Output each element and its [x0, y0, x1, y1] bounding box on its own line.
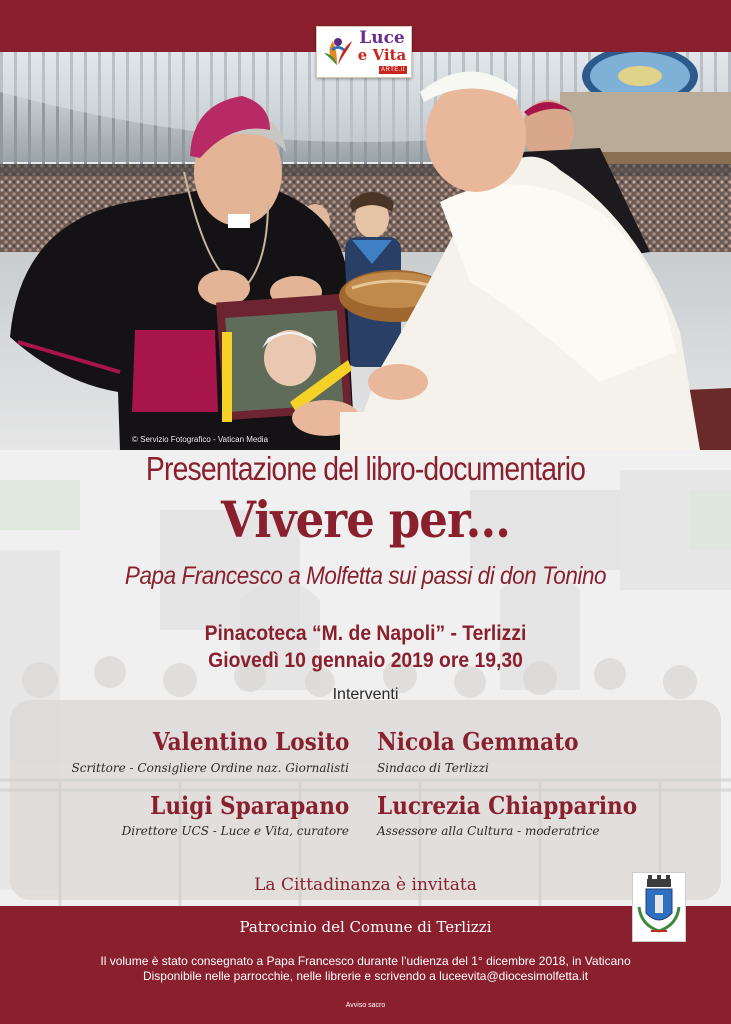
avviso-sacro: Avviso sacro [345, 1002, 386, 1009]
hero-photo [0, 52, 731, 450]
event-venue: Pinacoteca “M. de Napoli” - Terlizzi [204, 622, 527, 645]
luce-e-vita-logo-icon [323, 35, 353, 69]
footer-band [0, 906, 731, 1024]
logo-line-2: e Vita [357, 46, 407, 64]
logo-tag: ARTE.it [381, 67, 406, 73]
speaker-role: Direttore UCS - Luce e Vita, curatore [121, 824, 349, 838]
speaker-role: Scrittore - Consigliere Ordine naz. Giornalisti [71, 761, 349, 775]
logo-line-1: Luce [359, 28, 405, 48]
invitation-text: La Cittadinanza è invitata [254, 875, 477, 895]
terlizzi-crest [632, 872, 686, 942]
luce-e-vita-logo [316, 26, 412, 78]
footer-info-line-2: Disponibile nelle parrocchie, nelle librerie e scrivendo a luceevita@diocesimolfetta.it [142, 969, 589, 983]
speaker-role: Assessore alla Cultura - moderatrice [377, 824, 600, 838]
footer-info [0, 954, 731, 984]
speaker-name: Nicola Gemmato [377, 727, 579, 756]
patrocinio-text: Patrocinio del Comune di Terlizzi [239, 918, 492, 936]
interventi-label: Interventi [332, 686, 399, 703]
photo-credit: © Servizio Fotografico - Vatican Media [132, 435, 269, 444]
speaker-name: Luigi Sparapano [149, 791, 349, 820]
speaker-name: Lucrezia Chiapparino [377, 791, 638, 820]
book-title: Vivere per... [221, 490, 510, 549]
book-subtitle: Papa Francesco a Molfetta sui passi di don Tonino [124, 562, 607, 590]
speaker-name: Valentino Losito [152, 727, 349, 756]
footer-info-line-1: Il volume è stato consegnato a Papa Francesco durante l’udienza del 1° dicembre 2018, in Vaticano [100, 954, 631, 968]
presentation-heading: Presentazione del libro-documentario [145, 450, 586, 487]
text-layer [0, 450, 731, 906]
speaker-role: Sindaco di Terlizzi [377, 761, 489, 775]
event-datetime: Giovedì 10 gennaio 2019 ore 19,30 [208, 649, 523, 672]
audience-hall-photo [0, 52, 731, 450]
terlizzi-crest-icon [633, 873, 685, 941]
event-details [29, 620, 702, 674]
